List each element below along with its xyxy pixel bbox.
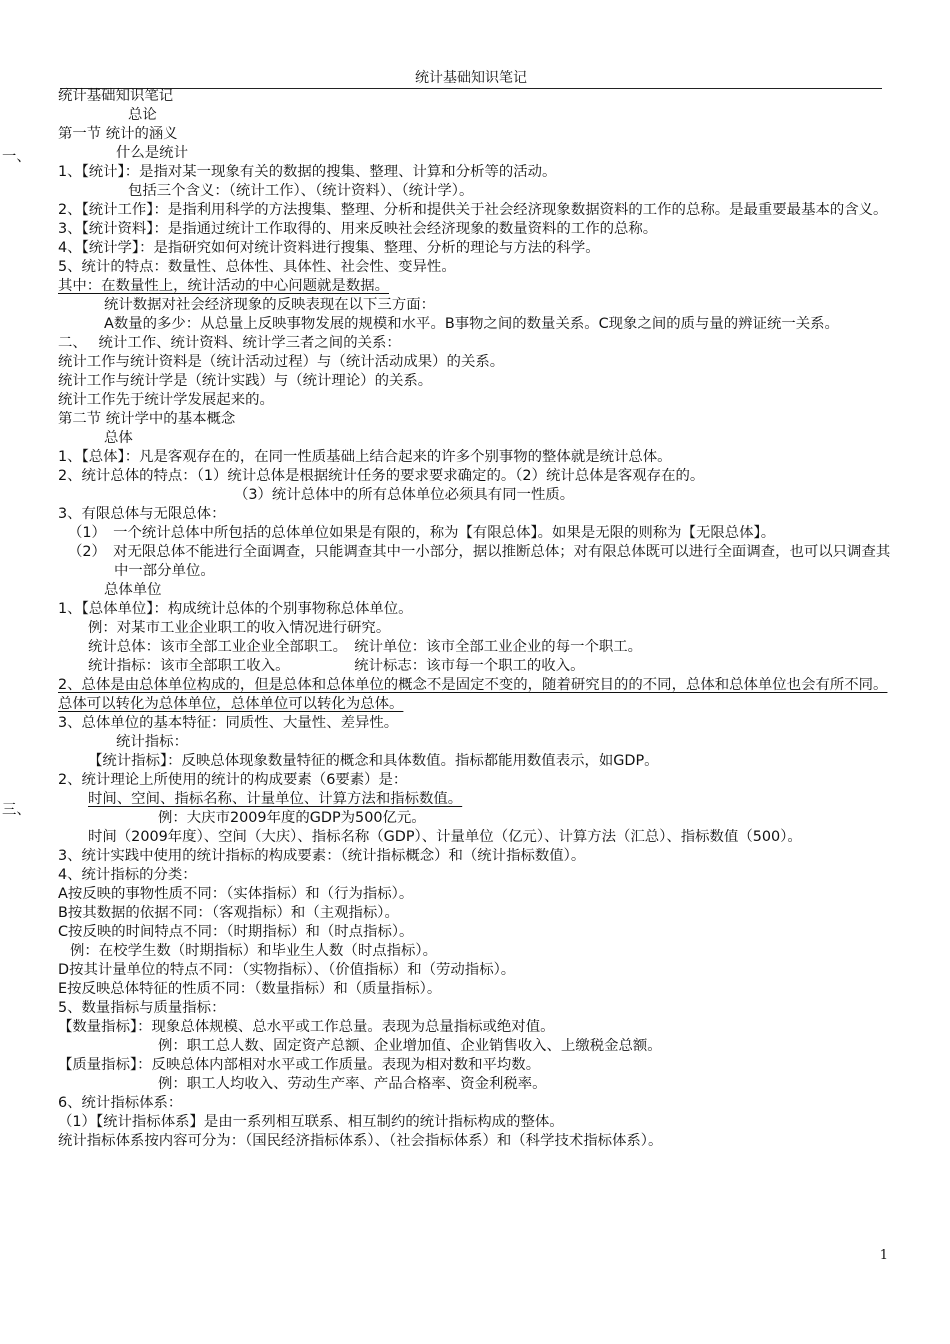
text-paragraph: A数量的多少：从总量上反映事物发展的规模和水平。B事物之间的数量关系。C现象之间的质与量的辨证统一关系。 xyxy=(104,316,839,332)
text-line: 【统计指标】：反映总体现象数量特征的概念和具体数值。指标都能用数值表示，如GDP。 xyxy=(88,753,659,769)
text-paragraph: 时间（2009年度）、空间（大庆）、指标名称（GDP）、计量单位（亿元）、计算方法（汇总）、指标数值（500）。 xyxy=(88,829,802,845)
section-heading: 总论 xyxy=(128,107,157,123)
text-line: 例：职工人均收入、劳动生产率、产品合格率、资金利税率。 xyxy=(158,1076,547,1092)
text-line: 1、【统计】：是指对某一现象有关的数据的搜集、整理、计算和分析等的活动。 xyxy=(58,164,557,180)
text-line: 统计工作先于统计学发展起来的。 xyxy=(58,392,274,408)
text-line: 2、统计理论上所使用的统计的构成要素（6要素）是： xyxy=(58,772,408,788)
subheading: 总体 xyxy=(104,430,133,446)
subheading: 二、 统计工作、统计资料、统计学三者之间的关系： xyxy=(58,335,401,351)
text-line: 例：大庆市2009年度的GDP为500亿元。 xyxy=(158,810,426,826)
page-header: 统计基础知识笔记 xyxy=(60,68,882,89)
text-line: 其中：在数量性上，统计活动的中心问题就是数据。 xyxy=(58,278,389,294)
text-line: （3）统计总体中的所有总体单位必须具有同一性质。 xyxy=(234,487,575,503)
text-paragraph: （1） 一个统计总体中所包括的总体单位如果是有限的，称为【有限总体】。如果是无限的则称为【无限总体】。 xyxy=(68,525,776,541)
text-line: 【数量指标】：现象总体规模、总水平或工作总量。表现为总量指标或绝对值。 xyxy=(58,1019,555,1035)
text-line: 6、统计指标体系： xyxy=(58,1095,183,1111)
text-line: 3、统计实践中使用的统计指标的构成要素：（统计指标概念）和（统计指标数值）。 xyxy=(58,848,586,864)
notes-body xyxy=(58,87,898,1151)
text-line: 例：职工总人数、固定资产总额、企业增加值、企业销售收入、上缴税金总额。 xyxy=(158,1038,662,1054)
text-paragraph: 2、【统计工作】：是指利用科学的方法搜集、整理、分析和提供关于社会经济现象数据资料的工作的总称。是最重要最基本的含义。 xyxy=(58,202,888,218)
text-line: C按反映的时间特点不同：（时期指标）和（时点指标）。 xyxy=(58,924,414,940)
chapter-heading: 第一节 统计的涵义 xyxy=(58,126,178,142)
text-line: E按反映总体特征的性质不同：（数量指标）和（质量指标）。 xyxy=(58,981,442,997)
doc-title: 统计基础知识笔记 xyxy=(58,88,174,104)
text-line: 统计工作与统计学是（统计实践）与（统计理论）的关系。 xyxy=(58,373,433,389)
text-line: 时间、空间、指标名称、计量单位、计算方法和指标数值。 xyxy=(88,791,463,807)
text-line: 【质量指标】：反映总体内部相对水平或工作质量。表现为相对数和平均数。 xyxy=(58,1057,541,1073)
text-paragraph: （2） 对无限总体不能进行全面调查，只能调查其中一小部分，据以推断总体；对有限总体既可以进行全面调查，也可以只调查其中一部分单位。 xyxy=(68,544,891,579)
text-line: 统计工作与统计资料是（统计活动过程）与（统计活动成果）的关系。 xyxy=(58,354,505,370)
text-line: 例：在校学生数（时期指标）和毕业生人数（时点指标）。 xyxy=(70,943,437,959)
subheading: 统计指标： xyxy=(116,734,188,750)
text-line: 统计总体：该市全部工业企业全部职工。 统计单位：该市全部工业企业的每一个职工。 xyxy=(88,639,643,655)
subheading: 总体单位 xyxy=(104,582,162,598)
text-line: （1）【统计指标体系】是由一系列相互联系、相互制约的统计指标构成的整体。 xyxy=(58,1114,564,1130)
text-line: 1、【总体】：凡是客观存在的，在同一性质基础上结合起来的许多个别事物的整体就是统计总体。 xyxy=(58,449,672,465)
text-line: B按其数据的依据不同：（客观指标）和（主观指标）。 xyxy=(58,905,399,921)
text-line: 1、【总体单位】：构成统计总体的个别事物称总体单位。 xyxy=(58,601,413,617)
text-line: 2、统计总体的特点：（1）统计总体是根据统计任务的要求要求确定的。（2）统计总体是客观存在的。 xyxy=(58,468,705,484)
text-line: 4、统计指标的分类： xyxy=(58,867,197,883)
text-line: 4、【统计学】：是指研究如何对统计资料进行搜集、整理、分析的理论与方法的科学。 xyxy=(58,240,600,256)
text-line: 3、【统计资料】：是指通过统计工作取得的、用来反映社会经济现象的数量资料的工作的总称。 xyxy=(58,221,658,237)
text-line: A按反映的事物性质不同：（实体指标）和（行为指标）。 xyxy=(58,886,414,902)
text-line: D按其计量单位的特点不同：（实物指标）、（价值指标）和（劳动指标）。 xyxy=(58,962,516,978)
text-line: 3、总体单位的基本特征：同质性、大量性、差异性。 xyxy=(58,715,399,731)
text-line: 3、有限总体与无限总体： xyxy=(58,506,226,522)
chapter-heading: 第二节 统计学中的基本概念 xyxy=(58,411,236,427)
margin-mark-1: 一、 xyxy=(2,149,31,165)
text-line: 统计指标：该市全部职工收入。 统计标志：该市每一个职工的收入。 xyxy=(88,658,585,674)
text-line: 统计数据对社会经济现象的反映表现在以下三方面： xyxy=(104,297,435,313)
text-line: 例：对某市工业企业职工的收入情况进行研究。 xyxy=(88,620,391,636)
text-line: 5、统计的特点：数量性、总体性、具体性、社会性、变异性。 xyxy=(58,259,456,275)
text-line: 包括三个含义：（统计工作）、（统计资料）、（统计学）。 xyxy=(128,183,474,199)
subheading: 什么是统计 xyxy=(116,145,188,161)
text-line: 统计指标体系按内容可分为：（国民经济指标体系）、（社会指标体系）和（科学技术指标体系）。 xyxy=(58,1133,663,1149)
text-paragraph: 2、总体是由总体单位构成的，但是总体和总体单位的概念不是固定不变的，随着研究目的的不同，总体和总体单位也会有所不同。总体可以转化为总体单位，总体单位可以转化为总体。 xyxy=(58,677,888,712)
page-number: 1 xyxy=(879,1248,888,1263)
text-line: 5、数量指标与质量指标： xyxy=(58,1000,226,1016)
margin-mark-3: 三、 xyxy=(2,802,31,818)
